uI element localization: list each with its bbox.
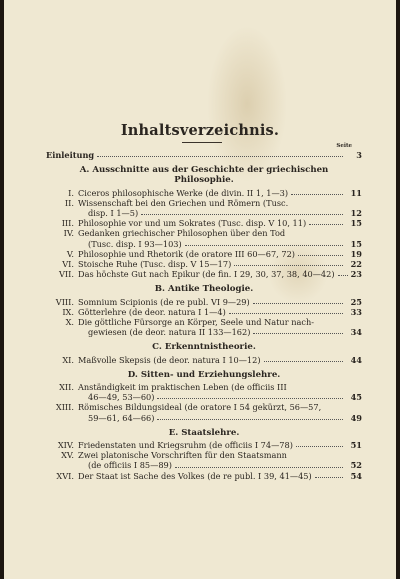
- toc-entry-text: [78, 355, 346, 365]
- toc-entry-page: 3: [356, 150, 362, 160]
- section-heading-line: Philosophie.: [174, 175, 234, 186]
- toc-entry: [46, 402, 362, 422]
- toc-entry-line: Maßvolle Skepsis (de deor. natura I 10—12): [78, 354, 261, 365]
- toc-entry-text: [78, 402, 346, 422]
- toc-entry-text: [78, 198, 346, 218]
- toc-entry: [46, 297, 362, 307]
- toc-entry-line: Anständigkeit im praktischen Leben (de officiis III: [78, 382, 287, 393]
- toc-entry-number: IX.: [62, 306, 74, 317]
- toc-entry-text: [78, 297, 346, 307]
- toc-entry-text: [78, 228, 346, 248]
- leader-dots: [234, 259, 343, 266]
- toc-entry-text: [78, 317, 346, 337]
- toc-entry-number: V.: [66, 248, 74, 259]
- toc-entry-page: 15: [350, 238, 362, 249]
- leader-dots: [97, 156, 343, 157]
- toc-entry-number: VIII.: [55, 296, 74, 307]
- section-heading-line: A. Ausschnitte aus der Geschichte der griechischen: [79, 165, 329, 176]
- toc-entry-text: [78, 188, 346, 198]
- leader-dots: [157, 392, 343, 399]
- toc-entry: [46, 188, 362, 198]
- page-title: Inhaltsverzeichnis.: [120, 122, 280, 139]
- section-heading: [46, 428, 362, 438]
- toc-entry: [46, 228, 362, 248]
- toc-entry-page: 19: [350, 248, 362, 259]
- leader-dots: [157, 413, 343, 420]
- leader-dots: [253, 297, 343, 304]
- toc-entry-text: [78, 218, 346, 228]
- toc-entry-line: Zwei platonische Vorschriften für den Staatsmann: [78, 450, 287, 461]
- toc-entry-number: XV.: [61, 450, 74, 461]
- section-heading: [46, 370, 362, 380]
- toc-entry-text: [78, 259, 346, 269]
- toc-entry-page: 44: [350, 354, 362, 365]
- toc-entry: [46, 269, 362, 279]
- toc-entry-number: VI.: [62, 259, 74, 270]
- leader-dots: [298, 249, 343, 256]
- toc-entry-line: 46—49, 53—60): [88, 392, 155, 403]
- leader-dots: [253, 327, 343, 334]
- toc-entry-page: 22: [350, 259, 362, 270]
- toc-entry-line: 59—61, 64—66): [88, 412, 155, 423]
- section-heading: [46, 342, 362, 352]
- table-of-contents: [46, 150, 362, 481]
- toc-entry-page: 12: [350, 208, 362, 219]
- seite-label: Seite: [336, 143, 352, 149]
- leader-dots: [315, 471, 343, 478]
- toc-entry-page: 23: [350, 269, 362, 280]
- toc-entry-line: Der Staat ist Sache des Volkes (de re publ. I 39, 41—45): [78, 470, 312, 481]
- toc-entry-number: XI.: [62, 354, 74, 365]
- toc-entry-text: [78, 269, 351, 279]
- book-page: [4, 0, 396, 579]
- toc-entry-page: 15: [350, 218, 362, 229]
- toc-entry-text: [78, 307, 346, 317]
- toc-entry-line: Die göttliche Fürsorge an Körper, Seele und Natur nach-: [78, 317, 314, 328]
- toc-entry-page: 25: [350, 296, 362, 307]
- toc-entry-line: Philosophie vor und um Sokrates (Tusc. disp. V 10, 11): [78, 218, 307, 229]
- leader-dots: [185, 239, 343, 246]
- toc-entry-text: [78, 471, 346, 481]
- leader-dots: [309, 218, 343, 225]
- toc-entry-line: disp. I 1—5): [88, 208, 139, 219]
- toc-entry-line: Römisches Bildungsideal (de oratore I 54 gekürzt, 56—57,: [78, 402, 322, 413]
- toc-entry-label: Einleitung: [46, 150, 95, 160]
- toc-entry: [46, 355, 362, 365]
- title-rule: [182, 142, 222, 143]
- leader-dots: [175, 460, 343, 467]
- toc-entry-number: XIII.: [55, 402, 74, 413]
- toc-entry: [46, 218, 362, 228]
- leader-dots: [141, 208, 343, 215]
- toc-entry-number: IV.: [63, 228, 74, 239]
- toc-entry: [46, 249, 362, 259]
- toc-entry: [46, 259, 362, 269]
- section-heading-line: C. Erkenntnistheorie.: [152, 342, 256, 353]
- toc-entry-page: 11: [350, 187, 362, 198]
- toc-entry-page: 33: [350, 306, 362, 317]
- leader-dots: [291, 188, 343, 195]
- toc-entry-number: XII.: [59, 382, 74, 393]
- toc-entry-line: Das höchste Gut nach Epikur (de fin. I 29, 30, 37, 38, 40—42): [78, 269, 335, 280]
- toc-entry-line: Götterlehre (de deor. natura I 1—4): [78, 306, 226, 317]
- leader-dots: [229, 307, 343, 314]
- section-heading-line: E. Staatslehre.: [168, 427, 240, 438]
- toc-entry-page: 52: [350, 460, 362, 471]
- toc-entry-number: II.: [64, 197, 74, 208]
- toc-entry-page: 34: [350, 327, 362, 338]
- toc-entry-number: VII.: [59, 269, 74, 280]
- toc-entry: [46, 440, 362, 450]
- toc-entry-einleitung: [46, 150, 362, 160]
- toc-entry-line: gewiesen (de deor. natura II 133—162): [88, 327, 251, 338]
- toc-entry-line: Somnium Scipionis (de re publ. VI 9—29): [78, 296, 250, 307]
- toc-entry-text: [78, 440, 346, 450]
- toc-entry-number: III.: [61, 218, 74, 229]
- toc-entry-line: (Tusc. disp. I 93—103): [88, 238, 182, 249]
- toc-entry-page: 51: [350, 440, 362, 451]
- toc-entry: [46, 198, 362, 218]
- toc-entry: [46, 307, 362, 317]
- leader-dots: [264, 355, 343, 362]
- toc-entry-page: 45: [350, 392, 362, 403]
- toc-entry-text: [78, 249, 346, 259]
- toc-entry-line: Stoische Ruhe (Tusc. disp. V 15—17): [78, 259, 232, 270]
- toc-entry-line: Friedenstaten und Kriegsruhm (de officiis I 74—78): [78, 440, 293, 451]
- toc-entry: [46, 317, 362, 337]
- toc-entry-number: XVI.: [56, 470, 74, 481]
- section-heading-line: B. Antike Theologie.: [154, 284, 254, 295]
- toc-entry-number: I.: [68, 187, 74, 198]
- section-heading: [46, 165, 362, 185]
- toc-entry-page: 49: [350, 412, 362, 423]
- toc-entry-line: Gedanken griechischer Philosophen über den Tod: [78, 228, 286, 239]
- toc-entry-number: XIV.: [57, 440, 74, 451]
- toc-entry: [46, 471, 362, 481]
- toc-entry: [46, 382, 362, 402]
- section-heading: [46, 284, 362, 294]
- toc-entry-line: (de officiis I 85—89): [88, 460, 172, 471]
- toc-entry-line: Wissenschaft bei den Griechen und Römern (Tusc.: [78, 197, 289, 208]
- toc-entry: [46, 450, 362, 470]
- leader-dots: [296, 440, 343, 447]
- toc-entry-text: [78, 450, 346, 470]
- toc-entry-text: [78, 382, 346, 402]
- toc-entry-line: Ciceros philosophische Werke (de divin. II 1, 1—3): [78, 187, 289, 198]
- toc-entry-number: X.: [65, 317, 74, 328]
- section-heading-line: D. Sitten- und Erziehungslehre.: [127, 369, 281, 380]
- toc-entry-line: Philosophie und Rhetorik (de oratore III 60—67, 72): [78, 248, 295, 259]
- toc-entry-page: 54: [350, 470, 362, 481]
- leader-dots: [338, 269, 348, 276]
